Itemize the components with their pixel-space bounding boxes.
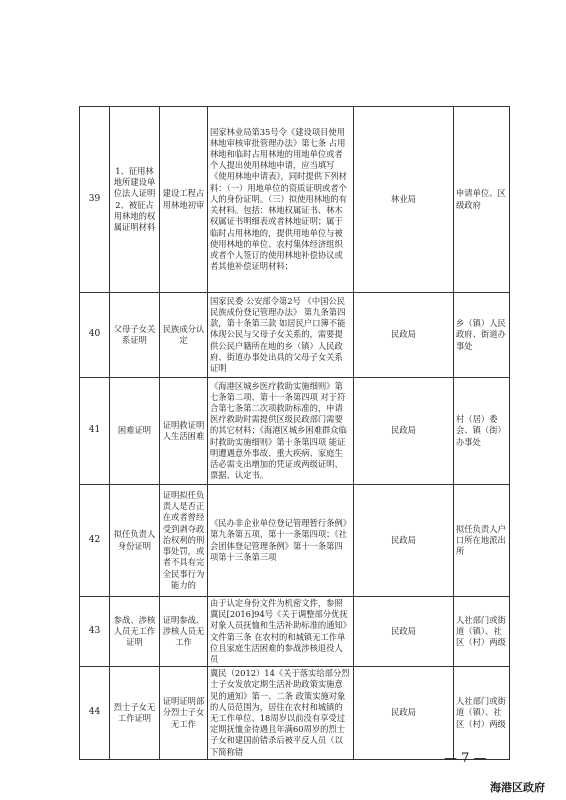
table-row [80,293,510,378]
department: 民政局 [354,293,454,378]
issuing-location: 申请单位、区级政府 [454,107,510,293]
table-row [80,485,510,597]
issuing-location: 拟任负责人户口所在地派出所 [454,485,510,597]
matter-type: 民族成分认定 [160,293,208,378]
department: 林业局 [354,107,454,293]
requirements-table [79,106,510,760]
table-row [80,597,510,667]
legal-basis: 《海港区城乡医疗救助实施细则》第七条第二项、第十一条第四项 对于符合第七条第二次项救助标准的，申请医疗救助时需提供区级民政部门需要的其它材料；《海港区城乡困难群众临时救助实施细则》第十条第四项 能证明遭遇意外事故、重大疾病、家庭生活必需支出增加的凭证或两级证明、票据、认定书。 [208,378,354,485]
issuing-location: 村（居）委会、镇（街）办事处 [454,378,510,485]
issuer-watermark: 海港区政府 [490,781,545,794]
legal-basis: 国家民委 公安部令第2号 《中国公民民族成份登记管理办法》 第九条第四款，第十条第三款 如居民户口簿不能体现公民与父母子女关系的，需要提供公民户籍所在地的乡（镇）人民政府、街道办事处出具的父母子女关系证明 [208,293,354,378]
matter-type: 证明拟任负责人是否正在或者曾经受到剥夺政治权利的刑事处罚，或者不具有完全民事行为能力的 [160,485,208,597]
row-number: 39 [80,107,110,293]
legal-basis: 由于认定身份文件为机密文件，参照冀民[2016]94号《关于调整部分优抚对象人员抚恤和生活补助标准的通知》文件第三条 在农村的和城镇无工作单位且家庭生活困难的参战涉核退役人员 [208,597,354,667]
department: 民政局 [354,378,454,485]
table-row [80,667,510,760]
table-row [80,107,510,293]
issuing-location: 乡（镇）人民政府、街道办事处 [454,293,510,378]
table-row [80,378,510,485]
legal-basis: 国家林业局第35号令《建设项目使用林地审核审批管理办法》第七条 占用林地和临时占用林地的用地单位或者个人提出使用林地申请，应当填写《使用林地申请表》，同时提供下列材料：（一）用地单位的资质证明或者个人的身份证明。（三）拟使用林地的有关材料。包括：林地权属证书、林木权属证书明细表或者林地证明；属于临时占用林地的，提供用地单位与被使用林地的单位、农村集体经济组织或者个人签订的使用林地补偿协议或者其他补偿证明材料； [208,107,354,293]
certificate-name: 1、征用林地所建设单位法人证明2、被征占用林地的权属证明材料 [110,107,160,293]
matter-type: 证明救证明人生活困难 [160,378,208,485]
row-number: 41 [80,378,110,485]
legal-basis: 冀民（2012）14《关于落实给部分烈士子女发放定期生活补助政策实施意见的通知》第一、二条 政策实施对象的人员范围为，居住在农村和城镇的无工作单位、18周岁以前没有享受过定期抚恤金待遇且年满60周岁的烈士子女和建国前错杀后被平反人员（以下简称错 [208,667,354,760]
issuing-location: 人社部门或街道（镇）、社区（村）两级 [454,667,510,760]
row-number: 42 [80,485,110,597]
department: 民政局 [354,667,454,760]
matter-type: 证明证明部分烈士子女无工作 [160,667,208,760]
department: 民政局 [354,597,454,667]
certificate-name: 困难证明 [110,378,160,485]
certificate-name: 参战、涉核人员无工作证明 [110,597,160,667]
issuing-location: 人社部门或街道（镇）、社区（村）两级 [454,597,510,667]
row-number: 44 [80,667,110,760]
matter-type: 证明参战、涉核人员无工作 [160,597,208,667]
row-number: 40 [80,293,110,378]
matter-type: 建设工程占用林地初审 [160,107,208,293]
certificate-name: 拟任负责人身份证明 [110,485,160,597]
department: 民政局 [354,485,454,597]
page-number: — 7 — [444,751,487,766]
row-number: 43 [80,597,110,667]
legal-basis: 《民办非企业单位登记管理暂行条例》第九条第五项、第十一条第四项；《社会团体登记管理条例》第十一条第四项第十三条第三项 [208,485,354,597]
certificate-name: 烈士子女无工作证明 [110,667,160,760]
certificate-name: 父母子女关系证明 [110,293,160,378]
